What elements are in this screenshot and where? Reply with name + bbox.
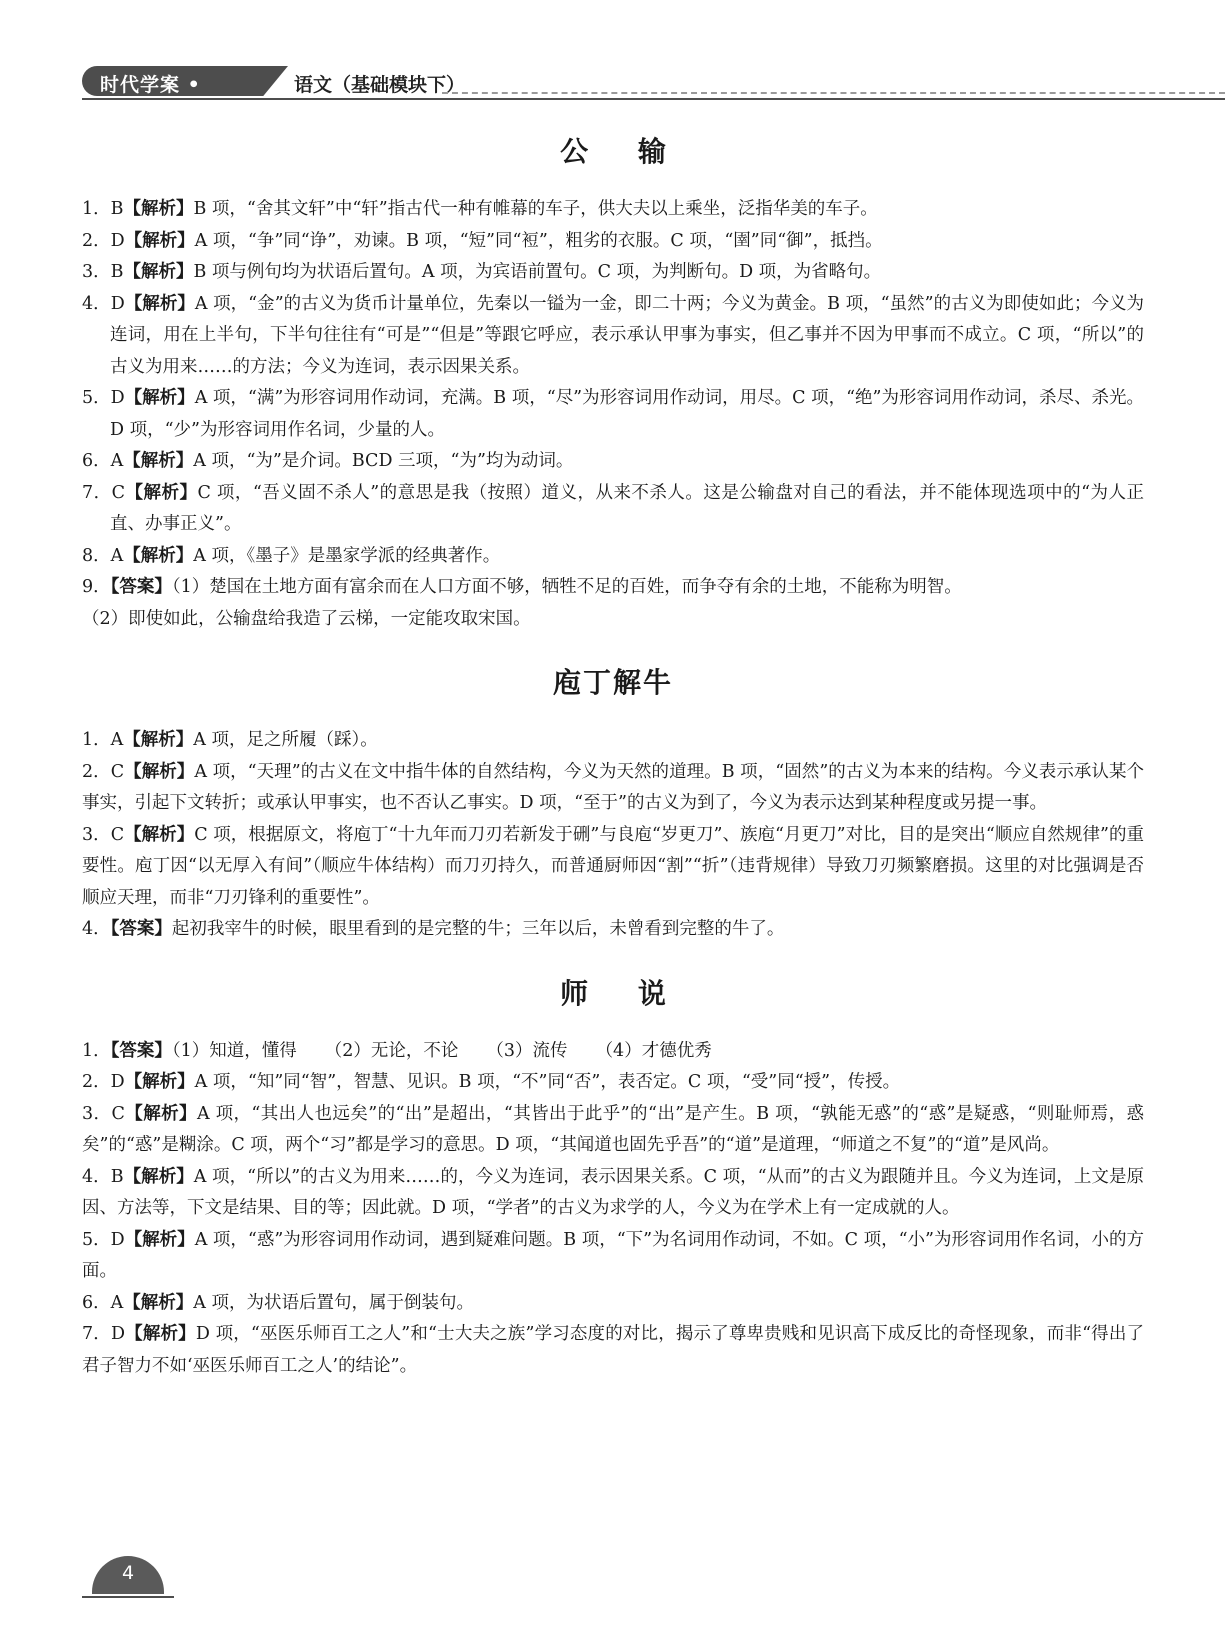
item-number: 1．B <box>82 199 124 219</box>
item-number: 4． <box>82 919 111 939</box>
answer-item <box>82 725 1144 757</box>
section-shishuo <box>82 974 1144 1383</box>
answer-item <box>82 757 1144 820</box>
answer-part: （4）才德优秀 <box>595 1040 712 1061</box>
item-text: C 项，“吾义固不杀人”的意思是我（按照）道义，从来不杀人。这是公输盘对自己的看法，并不能体现选项中的“为人正直、办事正义”。 <box>110 482 1144 534</box>
item-tag: 【答案】 <box>110 919 172 939</box>
answer-item <box>82 1162 1144 1225</box>
item-number: 3．C <box>82 1103 125 1124</box>
item-tag: 【答案】 <box>110 1040 172 1061</box>
answer-item <box>82 194 1144 226</box>
item-number: 2．C <box>82 761 125 782</box>
section-title: 师 说 <box>560 976 686 1010</box>
footer-rule <box>82 1596 174 1598</box>
answer-part: （3）流传 <box>486 1040 568 1061</box>
item-tag: 【解析】 <box>123 1292 194 1313</box>
header-brand: 时代学案 • <box>100 74 201 96</box>
item-number: 6．A <box>82 1292 124 1313</box>
answer-item <box>82 1225 1144 1288</box>
item-tag: 【解析】 <box>124 824 195 845</box>
item-tag: 【解析】 <box>125 482 198 503</box>
item-text: A 项，“知”同“智”，智慧、见识。B 项，“不”同“否”，表否定。C 项，“受”同“授”，传授。 <box>194 1072 901 1092</box>
item-text: A 项，足之所履（踩）。 <box>193 730 378 750</box>
item-text: 起初我宰牛的时候，眼里看到的是完整的牛；三年以后，未曾看到完整的牛了。 <box>171 919 785 939</box>
answer-part: （1）知道，懂得 <box>171 1040 297 1061</box>
item-number: 8．A <box>82 545 124 566</box>
item-tag: 【解析】 <box>124 761 195 782</box>
answer-item <box>82 478 1144 541</box>
item-text: A 项，“所以”的古义为用来……的，今义为连词，表示因果关系。C 项，“从而”的古义为跟随并且。今义为连词，上文是原因、方法等，下文是结果、目的等；因此就。D 项，“学者”的古义为求学的人，今义为在学术上有一定成就的人。 <box>82 1166 1145 1218</box>
item-number: 3．B <box>82 262 124 282</box>
item-number: 5．D <box>82 1229 125 1250</box>
item-tag: 【解析】 <box>123 199 194 219</box>
item-number: 7．D <box>82 1324 125 1344</box>
item-number: 5．D <box>82 388 125 408</box>
item-tag: 【解析】 <box>123 451 194 471</box>
item-text: A 项，“为”是介词。BCD 三项，“为”均为动词。 <box>193 451 574 471</box>
item-text: A 项，《墨子》是墨家学派的经典著作。 <box>193 545 501 566</box>
answer-part: （2）无论，不论 <box>324 1040 459 1061</box>
section-paoding <box>82 663 1144 946</box>
item-number: 6．A <box>82 451 124 471</box>
answer-item <box>82 226 1144 258</box>
item-text: A 项，“满”为形容词用作动词，充满。B 项，“尽”为形容词用作动词，用尽。C 项，“绝”为形容词用作动词，杀尽、杀光。D 项，“少”为形容词用作名词，少量的人。 <box>110 388 1144 440</box>
section-title: 公 输 <box>560 135 686 168</box>
header-dashed-rule <box>442 92 1225 94</box>
item-tag: 【解析】 <box>123 262 194 282</box>
item-number: 1．A <box>82 730 124 750</box>
item-number: 9． <box>82 577 111 597</box>
answer-item <box>82 289 1144 384</box>
item-tag: 【解析】 <box>123 545 194 566</box>
item-number: 4．B <box>82 1166 124 1187</box>
item-text: A 项，“争”同“诤”，劝谏。B 项，“短”同“裋”，粗劣的衣服。C 项，“圉”同“御”，抵挡。 <box>194 230 883 251</box>
item-number: 7．C <box>82 482 125 503</box>
item-tag: 【解析】 <box>124 230 195 251</box>
item-number: 4．D <box>82 293 125 314</box>
answer-item <box>82 383 1144 446</box>
header-rule <box>82 98 1225 100</box>
page-number: 4 <box>121 1562 135 1584</box>
answer-content <box>82 120 1144 1382</box>
item-number: 2．D <box>82 1072 125 1092</box>
section-title: 庖丁解牛 <box>552 666 673 699</box>
answer-item <box>82 604 1144 636</box>
item-number: 1． <box>82 1040 111 1061</box>
item-text: B 项，“舍其文轩”中“轩”指古代一种有帷幕的车子，供大夫以上乘坐，泛指华美的车子。 <box>193 199 878 219</box>
answer-item <box>82 1099 1144 1162</box>
answer-item <box>82 1288 1144 1320</box>
item-text: B 项与例句均为状语后置句。A 项，为宾语前置句。C 项，为判断句。D 项，为省略句。 <box>193 262 882 282</box>
item-text: （1）楚国在土地方面有富余而在人口方面不够，牺牲不足的百姓，而争夺有余的土地，不能称为明智。 <box>171 577 962 597</box>
item-tag: 【解析】 <box>125 1324 196 1344</box>
item-text: A 项，“惑”为形容词用作动词，遇到疑难问题。B 项，“下”为名词用作动词，不如。C 项，“小”为形容词用作名词，小的方面。 <box>82 1229 1144 1281</box>
answer-item <box>82 914 1144 946</box>
answer-item <box>82 446 1144 478</box>
answer-item <box>82 1067 1144 1099</box>
answer-item <box>82 541 1144 573</box>
page-header <box>82 62 1225 102</box>
item-text: A 项，为状语后置句，属于倒装句。 <box>193 1292 474 1313</box>
item-text: C 项，根据原文，将庖丁“十九年而刀刃若新发于硎”与良庖“岁更刀”、族庖“月更刀”对比，目的是突出“顺应自然规律”的重要性。庖丁因“以无厚入有间”（顺应牛体结构）而刀刃持久，而普通厨师因“割”“折”（违背规律）导致刀刃频繁磨损。这里的对比强调是否顺应天理，而非“刀刃锋利的重要性”。 <box>82 824 1144 908</box>
item-tag: 【解析】 <box>124 1229 195 1250</box>
item-tag: 【解析】 <box>124 293 195 314</box>
item-tag: 【答案】 <box>110 577 172 597</box>
answer-item <box>82 1036 1144 1068</box>
item-text: D 项，“巫医乐师百工之人”和“士大夫之族”学习态度的对比，揭示了尊卑贵贱和见识高下成反比的奇怪现象，而非“得出了君子智力不如‘巫医乐师百工之人’的结论”。 <box>82 1324 1145 1376</box>
answer-item <box>82 1319 1144 1382</box>
item-text: A 项，“金”的古义为货币计量单位，先秦以一镒为一金，即二十两；今义为黄金。B 项，“虽然”的古义为即使如此；今义为连词，用在上半句，下半句往往有“可是”“但是”等跟它呼应，表示承认甲事为事实，但乙事并不因为甲事而不成立。C 项，“所以”的古义为用来……的方法；今义为连词，表示因果关系。 <box>110 293 1145 377</box>
item-tag: 【解析】 <box>124 1103 197 1124</box>
item-number: 2．D <box>82 230 125 251</box>
section-gongshu <box>82 132 1144 635</box>
item-tag: 【解析】 <box>124 388 195 408</box>
item-tag: 【解析】 <box>123 730 194 750</box>
item-tag: 【解析】 <box>123 1166 194 1187</box>
header-subject: 语文（基础模块下） <box>294 74 466 96</box>
answer-item <box>82 257 1144 289</box>
item-text: A 项，“天理”的古义在文中指牛体的自然结构，今义为天然的道理。B 项，“固然”的古义为本来的结构。今义表示承认某个事实，引起下文转折；或承认甲事实，也不否认乙事实。D 项，“至于”的古义为到了，今义为表示达到某种程度或另提一事。 <box>82 761 1145 813</box>
answer-item <box>82 820 1144 915</box>
item-text: （2）即使如此，公输盘给我造了云梯，一定能攻取宋国。 <box>82 608 531 629</box>
item-tag: 【解析】 <box>124 1072 195 1092</box>
item-text: A 项，“其出人也远矣”的“出”是超出，“其皆出于此乎”的“出”是产生。B 项，“孰能无惑”的“惑”是疑惑，“则耻师焉，惑矣”的“惑”是糊涂。C 项，两个“习”都是学习的意思。D 项，“其闻道也固先乎吾”的“道”是道理，“师道之不复”的“道”是风尚。 <box>82 1103 1144 1155</box>
answer-item <box>82 572 1144 604</box>
item-number: 3．C <box>82 824 125 845</box>
